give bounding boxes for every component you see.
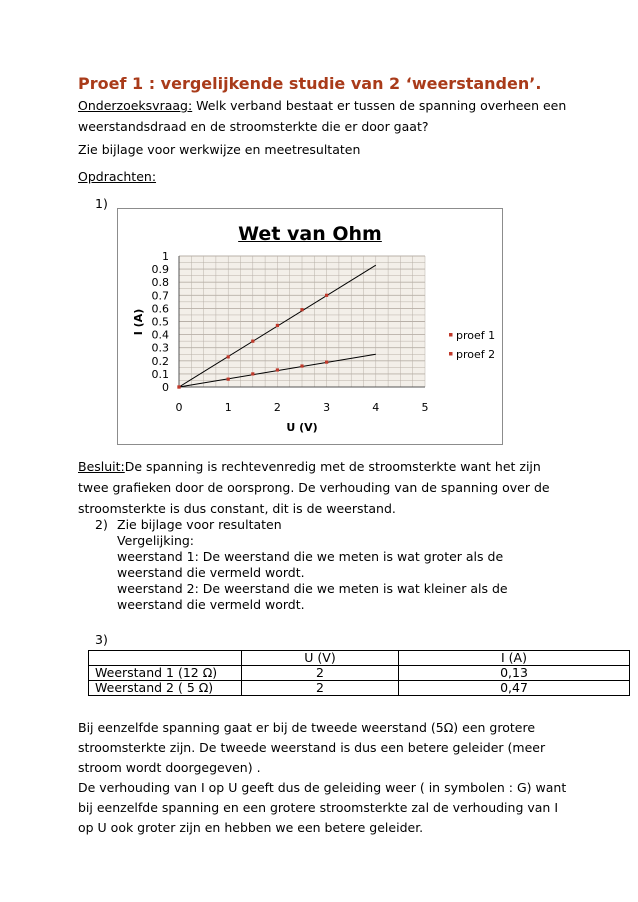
y-tick-label: 0.5: [151, 315, 169, 329]
conclusion: [78, 456, 568, 519]
y-tick-label: 0.1: [151, 367, 169, 381]
research-text: Welk verband bestaat er tussen de spanning overheen een weerstandsdraad en de stroomsterkte die er door gaat?: [78, 98, 567, 134]
tasks-label: Opdrachten:: [78, 169, 157, 184]
y-tick-label: 0.8: [151, 276, 169, 290]
x-axis-label: U (V): [286, 421, 318, 434]
y-tick-label: 0.2: [151, 354, 169, 368]
table-cell: Weerstand 2 ( 5 Ω): [89, 681, 242, 696]
data-point: [177, 385, 180, 388]
chart-container: [117, 208, 503, 445]
results-table: [88, 650, 630, 696]
y-tick-label: 0.3: [151, 341, 169, 355]
item2-block: [117, 517, 562, 613]
item2-line1: Zie bijlage voor resultaten: [117, 517, 282, 532]
x-tick-label: 2: [273, 401, 281, 414]
data-point: [276, 324, 279, 327]
data-point: [227, 378, 230, 381]
conclusion-text: De spanning is rechtevenredig met de stroomsterkte want het zijn twee grafieken door de oorsprong. De verhouding van de spanning over de stroomsterkte is dus constant, dit is de weerstand.: [78, 459, 550, 516]
page-title: Proef 1 : vergelijkende studie van 2 ‘weerstanden’.: [78, 74, 542, 93]
table-row: [89, 666, 630, 681]
research-label: Onderzoeksvraag:: [78, 98, 193, 113]
table-row: [89, 681, 630, 696]
table-cell: Weerstand 1 (12 Ω): [89, 666, 242, 681]
data-point: [300, 308, 303, 311]
data-point: [251, 340, 254, 343]
x-tick-label: 4: [372, 401, 380, 414]
legend-marker: [449, 333, 453, 337]
data-point: [325, 361, 328, 364]
chart-title: Wet van Ohm: [238, 223, 382, 245]
ohm-chart: [118, 209, 502, 444]
final-paragraph-1: Bij eenzelfde spanning gaat er bij de tweede weerstand (5Ω) een grotere stroomsterkte zijn. De tweede weerstand is dus een betere geleider (meer stroom wordt doorgegeven) .: [78, 720, 546, 775]
item2-label: 2): [95, 517, 108, 532]
legend-marker: [449, 352, 453, 356]
table-header-cell: [89, 651, 242, 666]
y-tick-label: 0: [162, 381, 169, 394]
table-header-cell: I (A): [399, 651, 630, 666]
table-cell: 0,47: [399, 681, 630, 696]
table-header-row: [89, 651, 630, 666]
conclusion-label: Besluit:: [78, 459, 125, 474]
x-tick-label: 1: [224, 401, 232, 414]
x-tick-label: 3: [323, 401, 331, 414]
x-tick-label: 0: [175, 401, 183, 414]
y-tick-label: 0.4: [151, 328, 169, 342]
item2-line3: weerstand 1: De weerstand die we meten is wat groter als de weerstand die vermeld wordt.: [117, 549, 504, 580]
item2-line2: Vergelijking:: [117, 533, 195, 548]
y-tick-label: 1: [162, 250, 169, 263]
data-point: [251, 372, 254, 375]
y-axis-label: I (A): [132, 308, 145, 336]
table-header-cell: U (V): [242, 651, 399, 666]
legend-label: proef 2: [456, 348, 496, 361]
legend-label: proef 1: [456, 329, 496, 342]
data-point: [227, 355, 230, 358]
y-tick-label: 0.9: [151, 263, 169, 277]
item2-line4: weerstand 2: De weerstand die we meten is wat kleiner als de weerstand die vermeld wordt.: [117, 581, 508, 612]
table-cell: 2: [242, 681, 399, 696]
final-paragraph-2: De verhouding van I op U geeft dus de geleiding weer ( in symbolen : G) want bij eenzelfde spanning en een grotere stroomsterkte zal de verhouding van I op U ook groter zijn en hebben we een betere geleider.: [78, 780, 567, 835]
y-tick-label: 0.7: [151, 289, 169, 303]
item3-label: 3): [95, 632, 108, 647]
appendix-line: Zie bijlage voor werkwijze en meetresultaten: [78, 142, 361, 157]
data-point: [325, 294, 328, 297]
data-point: [276, 368, 279, 371]
research-question: [78, 95, 568, 137]
data-point: [300, 364, 303, 367]
table-cell: 2: [242, 666, 399, 681]
x-tick-label: 5: [421, 401, 429, 414]
y-tick-label: 0.6: [151, 302, 169, 316]
table-cell: 0,13: [399, 666, 630, 681]
item1-label: 1): [95, 196, 108, 211]
